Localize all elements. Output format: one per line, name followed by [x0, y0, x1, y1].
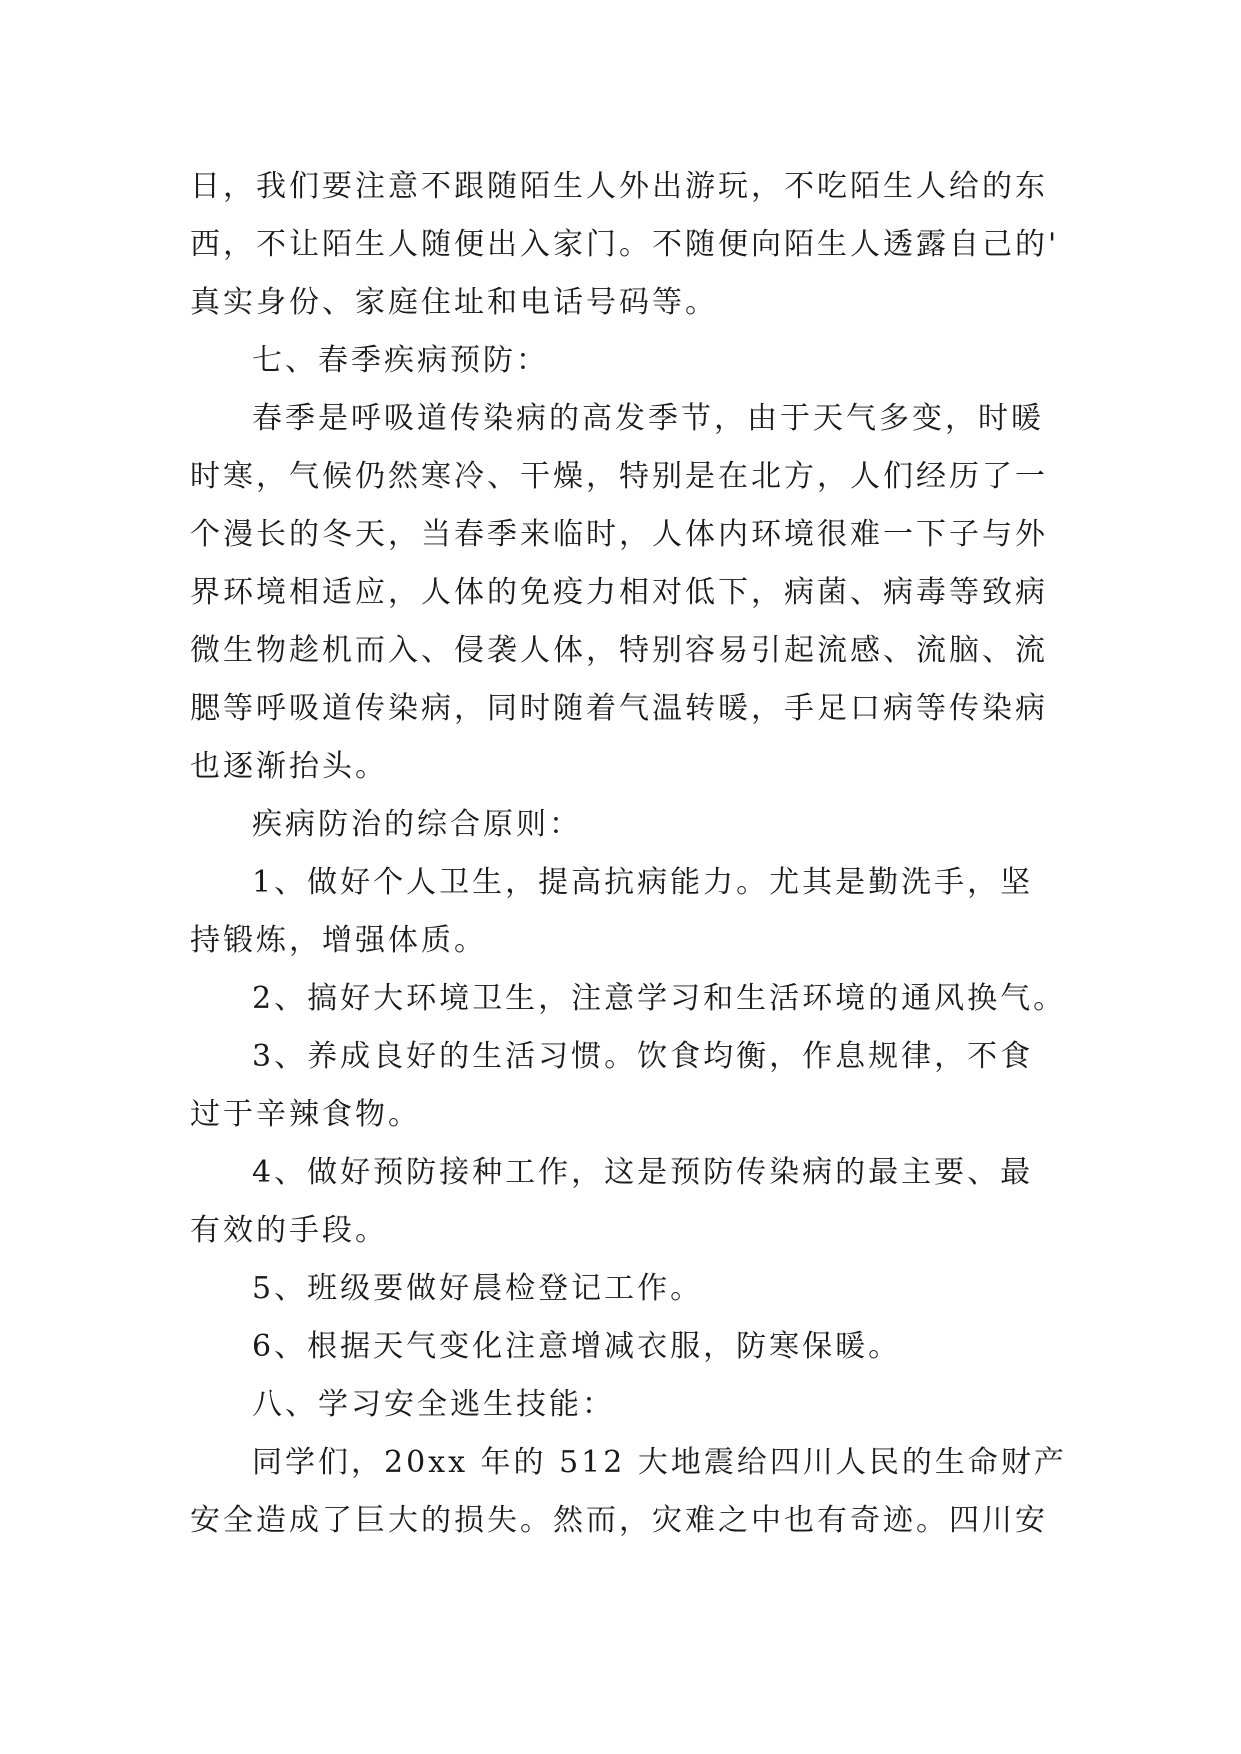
text-line: 有效的手段。 — [190, 1213, 388, 1248]
list-item: 5、班级要做好晨检登记工作。 — [252, 1271, 704, 1306]
list-item: 6、根据天气变化注意增减衣服，防寒保暖。 — [252, 1329, 902, 1364]
subsection-heading: 疾病防治的综合原则： — [252, 807, 582, 842]
text-line: 个漫长的冬天，当春季来临时，人体内环境很难一下子与外 — [190, 517, 1048, 552]
text-line: 界环境相适应，人体的免疫力相对低下，病菌、病毒等致病 — [190, 575, 1048, 610]
text-line: 过于辛辣食物。 — [190, 1097, 421, 1132]
text-line: 日，我们要注意不跟随陌生人外出游玩，不吃陌生人给的东 — [190, 169, 1048, 204]
list-item: 1、做好个人卫生，提高抗病能力。尤其是勤洗手，坚 — [252, 865, 1034, 900]
list-item: 3、养成良好的生活习惯。饮食均衡，作息规律，不食 — [252, 1039, 1034, 1074]
text-line: 微生物趁机而入、侵袭人体，特别容易引起流感、流脑、流 — [190, 633, 1048, 668]
list-item: 2、搞好大环境卫生，注意学习和生活环境的通风换气。 — [252, 981, 1067, 1016]
text-line: 安全造成了巨大的损失。然而，灾难之中也有奇迹。四川安 — [190, 1503, 1048, 1538]
text-line: 春季是呼吸道传染病的高发季节，由于天气多变，时暖 — [252, 401, 1044, 436]
section-heading: 八、学习安全逃生技能： — [252, 1387, 615, 1422]
text-line: 时寒，气候仍然寒冷、干燥，特别是在北方，人们经历了一 — [190, 459, 1048, 494]
list-item: 4、做好预防接种工作，这是预防传染病的最主要、最 — [252, 1155, 1034, 1190]
document-body — [190, 158, 1067, 1550]
section-heading: 七、春季疾病预防： — [252, 343, 549, 378]
text-line: 持锻炼，增强体质。 — [190, 923, 487, 958]
text-line: 也逐渐抬头。 — [190, 749, 388, 784]
text-line: 真实身份、家庭住址和电话号码等。 — [190, 285, 718, 320]
text-line: 西，不让陌生人随便出入家门。不随便向陌生人透露自己的' — [190, 227, 1060, 262]
text-line: 腮等呼吸道传染病，同时随着气温转暖，手足口病等传染病 — [190, 691, 1048, 726]
text-line: 同学们，20xx 年的 512 大地震给四川人民的生命财产 — [252, 1445, 1067, 1480]
